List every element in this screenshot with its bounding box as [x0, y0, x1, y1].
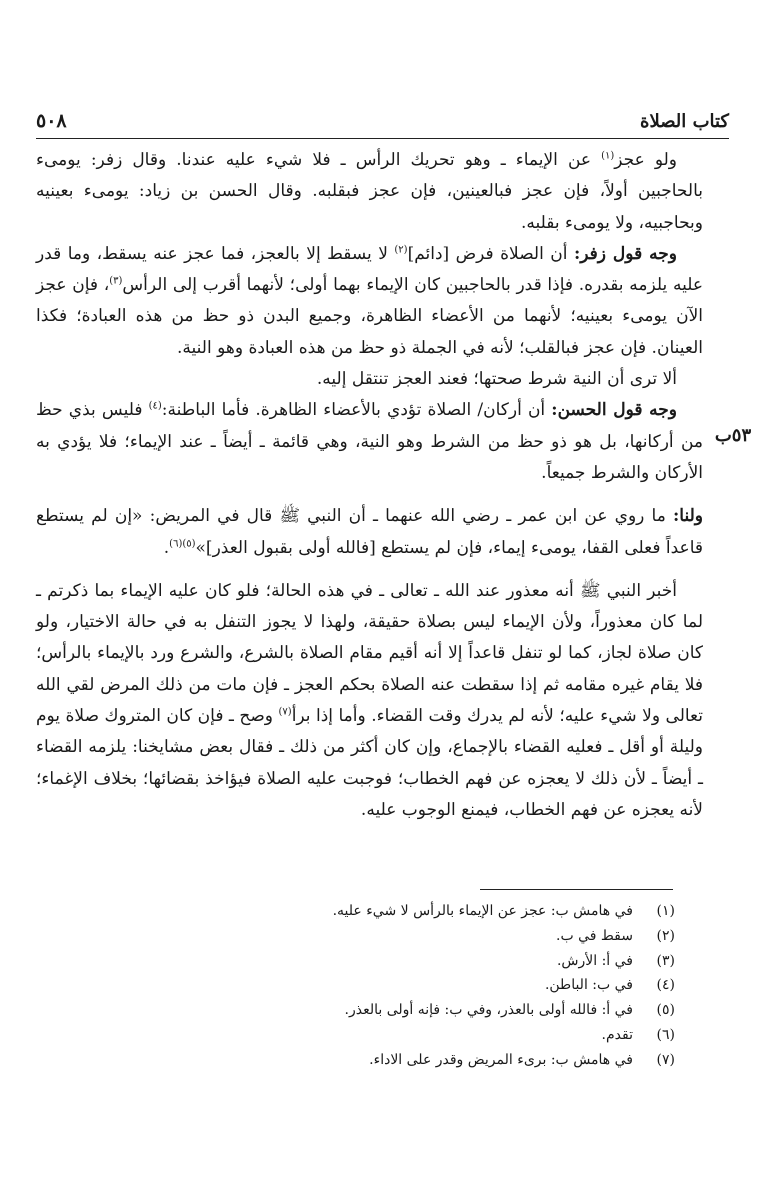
text-run: ، فإن عجز الآن يومىء بعينيه؛ لأنهما من الأعضاء الظاهرة، وجميع البدن ذو حظ من هذه العبادة؛ فكذا العينان. فإن عجز فبالقلب؛ لأنه في الجملة ذو حظ من هذه العبادة وهو النية.: [36, 275, 703, 358]
text-run: ما روي عن ابن عمر ـ رضي الله عنهما ـ أن النبي ﷺ قال في المريض: «إن لم يستطع قاعداً فعلى القفا، يومىء إيماء، فإن لم يستطع [فالله أولى بقبول العذر]»: [36, 506, 703, 558]
footnote-text: تقدم.: [601, 1026, 633, 1043]
footnote-number: (٢): [656, 927, 675, 944]
footnote-number: (٤): [656, 977, 675, 994]
paragraph-2: [36, 239, 703, 364]
paragraph-5: [36, 501, 703, 564]
footnote-item: [60, 973, 675, 998]
page-number: ٥٠٨: [36, 110, 67, 132]
footnote-item: [60, 1023, 675, 1048]
footnote-ref: (٢): [394, 244, 408, 256]
footnote-text: في أ: الأرش.: [556, 952, 633, 969]
footnote-text: في هامش ب: برىء المريض وقدر على الاداء.: [369, 1051, 633, 1068]
footnote-text: سقط في ب.: [556, 927, 633, 944]
paragraph-6: [36, 576, 703, 826]
text-run: ولو عجز: [614, 150, 677, 170]
footnote-number: (٥): [656, 1002, 675, 1019]
footnote-separator: [480, 889, 673, 890]
text-run: فليس بذي حظ من أركانها، بل هو ذو حظ من الشرط وهو النية، وهي قائمة ـ أيضاً ـ عند الإيماء؛ فلا يؤدي به الأركان والشرط جميعاً.: [36, 400, 703, 483]
footnote-item: [60, 1048, 675, 1073]
paragraph-label: وجه قول زفر:: [573, 243, 678, 264]
paragraph-label: ولنا:: [673, 506, 703, 527]
footnote-item: [60, 899, 675, 924]
page-header: [36, 104, 729, 139]
footnote-number: (٧): [656, 1051, 675, 1068]
footnote-text: في أ: فالله أولى بالعذر، وفي ب: فإنه أولى بالعذر.: [344, 1002, 633, 1019]
text-run: عن الإيماء ـ وهو تحريك الرأس ـ فلا شيء عليه عندنا. وقال زفر: يومىء بالحاجبين أولاً، فإن عجز فبالعينين، فإن عجز فبقلبه. وقال الحسن بن زياد: يومىء بعينيه وبحاجبيه، ولا يومىء بقلبه.: [36, 150, 703, 233]
footnote-ref: (٣): [109, 275, 123, 287]
text-run: ألا ترى أن النية شرط صحتها؛ فعند العجز تنتقل إليه.: [316, 369, 677, 390]
text-run: لا يسقط إلا بالعجز، فما عجز عنه يسقط، وما قدر عليه يلزمه بقدره. فإذا قدر بالحاجبين كان الإيماء بهما أولى؛ لأنهما أقرب إلى الرأس: [36, 243, 703, 296]
footnote-item: [60, 949, 675, 974]
paragraph-label: وجه قول الحسن:: [551, 400, 677, 421]
text-run: أن الصلاة فرض [دائم]: [407, 243, 574, 264]
paragraph-3: [36, 364, 703, 395]
footnote-number: (٦): [656, 1026, 675, 1043]
footnote-text: في هامش ب: عجز عن الإيماء بالرأس لا شيء عليه.: [332, 903, 633, 919]
paragraph-1: [36, 145, 703, 239]
text-run: أن أركان/ الصلاة تؤدي بالأعضاء الظاهرة. فأما الباطنة:: [161, 400, 552, 421]
footnote-item: [60, 924, 675, 949]
footnote-ref: (٤): [148, 400, 162, 412]
footnote-item: [60, 998, 675, 1023]
text-run: وصح ـ فإن كان المتروك صلاة يوم وليلة أو أقل ـ فعليه القضاء بالإجماع، وإن كان أكثر من ذلك ـ فقال بعض مشايخنا: يلزمه القضاء ـ أيضاً ـ لأن ذلك لا يعجزه عن فهم الخطاب؛ فوجبت عليه الصلاة فيؤاخذ بقضائها؛ بخلاف الإغماء؛ لأنه يعجزه عن فهم الخطاب، فيمنع الوجوب عليه.: [36, 706, 703, 820]
footnotes: [60, 899, 675, 1073]
footnote-number: (٣): [656, 952, 675, 969]
text-run: أخبر النبي ﷺ أنه معذور عند الله ـ تعالى ـ في هذه الحالة؛ فلو كان عليه الإيماء بما ذكرتم ـ لما كان معذوراً، ولأن الإيماء ليس بصلاة حقيقة، ولهذا لا يجوز التنفل به في حالة الاختيار، ولو كان صلاة لجاز، كما لو تنفل قاعداً إلا أنه أقيم مقام الصلاة بالشرع، والشرع ورد بالإيماء بالرأس؛ فلا يقام غيره مقامه ثم إذا سقطت عنه الصلاة بحكم العجز ـ فإن مات من ذلك المرض لقي الله تعالى ولا شيء عليه؛ لأنه لم يدرك وقت القضاء. وأما إذا برأ: [36, 580, 703, 727]
text-run: .: [163, 537, 170, 558]
paragraph-4: [36, 395, 703, 489]
footnote-number: (١): [656, 903, 675, 919]
footnote-ref: (٧): [278, 706, 292, 718]
running-title: كتاب الصلاة: [640, 110, 729, 132]
margin-folio-note: ٥٣ب: [714, 425, 752, 446]
footnote-ref: (١): [601, 150, 615, 162]
main-text: [36, 145, 703, 826]
footnote-text: في ب: الباطن.: [544, 977, 633, 994]
footnote-ref: (٥)(٦): [169, 537, 196, 549]
